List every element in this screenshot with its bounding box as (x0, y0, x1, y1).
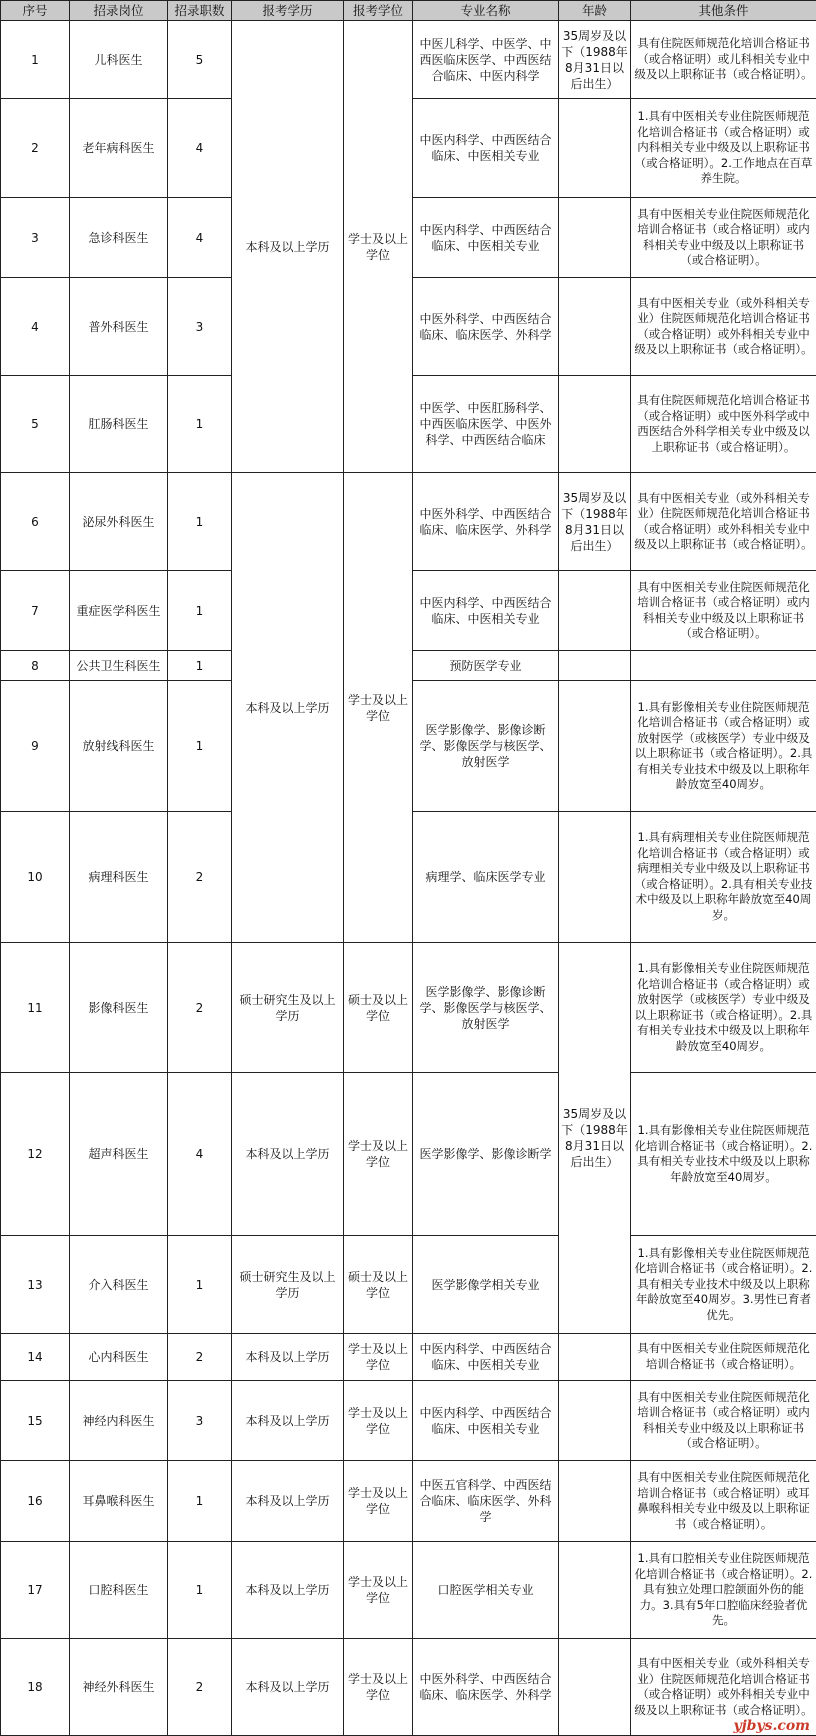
row-post: 超声科医生 (70, 1073, 168, 1236)
row-education: 本科及以上学历 (232, 1333, 344, 1380)
row-post: 神经外科医生 (70, 1639, 168, 1736)
row-post: 肛肠科医生 (70, 375, 168, 473)
row-education: 本科及以上学历 (232, 1541, 344, 1639)
row-post: 急诊科医生 (70, 197, 168, 277)
row-post: 公共卫生科医生 (70, 651, 168, 681)
row-age: 35周岁及以下（1988年8月31日以后出生） (559, 473, 631, 571)
row-count: 3 (168, 278, 232, 376)
row-count: 2 (168, 1639, 232, 1736)
row-conditions: 1.具有病理相关专业住院医师规范化培训合格证书（或合格证明）或病理相关专业中级及以上职称证书（或合格证明）。2.具有相关专业技术中级及以上职称年龄放宽至40周岁。 (631, 812, 816, 943)
row-major: 中医内科学、中西医结合临床、中医相关专业 (413, 197, 559, 277)
row-conditions: 具有中医相关专业（或外科相关专业）住院医师规范化培训合格证书（或合格证明）或外科相关专业中级及以上职称证书（或合格证明）。 (631, 278, 816, 376)
row-no: 14 (1, 1333, 70, 1380)
header-major: 专业名称 (413, 1, 559, 21)
table-row (1, 1639, 816, 1736)
row-count: 1 (168, 651, 232, 681)
row-post: 泌尿外科医生 (70, 473, 168, 571)
table-row (1, 473, 816, 571)
header-conditions: 其他条件 (631, 1, 816, 21)
row-education: 本科及以上学历 (232, 1639, 344, 1736)
row-conditions: 具有中医相关专业住院医师规范化培训合格证书（或合格证明）或内科相关专业中级及以上职称证书（或合格证明）。 (631, 197, 816, 277)
row-no: 6 (1, 473, 70, 571)
row-degree: 学士及以上学位 (344, 1541, 413, 1639)
header-age: 年龄 (559, 1, 631, 21)
row-conditions: 具有中医相关专业（或外科相关专业）住院医师规范化培训合格证书（或合格证明）或外科相关专业中级及以上职称证书（或合格证明）。 (631, 1639, 816, 1736)
header-education: 报考学历 (232, 1, 344, 21)
row-major: 医学影像学相关专业 (413, 1236, 559, 1334)
row-count: 5 (168, 21, 232, 99)
row-post: 口腔科医生 (70, 1541, 168, 1639)
row-conditions: 具有住院医师规范化培训合格证书（或合格证明）或儿科相关专业中级及以上职称证书（或合格证明）。 (631, 21, 816, 99)
row-count: 1 (168, 1461, 232, 1541)
row-education: 本科及以上学历 (232, 1461, 344, 1541)
row-conditions: 1.具有影像相关专业住院医师规范化培训合格证书（或合格证明）或放射医学（或核医学）专业中级及以上职称证书（或合格证明）。2.具有相关专业技术中级及以上职称年龄放宽至40周岁。 (631, 942, 816, 1073)
row-no: 18 (1, 1639, 70, 1736)
row-age: 35周岁及以下（1988年8月31日以后出生） (559, 21, 631, 99)
row-degree: 硕士及以上学位 (344, 942, 413, 1073)
header-row (1, 1, 816, 21)
row-education: 硕士研究生及以上学历 (232, 942, 344, 1073)
row-no: 2 (1, 99, 70, 198)
row-degree-merged: 学士及以上学位 (344, 473, 413, 942)
row-degree: 硕士及以上学位 (344, 1236, 413, 1334)
table-row (1, 21, 816, 99)
row-no: 11 (1, 942, 70, 1073)
row-no: 9 (1, 681, 70, 812)
row-degree: 学士及以上学位 (344, 1381, 413, 1461)
row-major: 病理学、临床医学专业 (413, 812, 559, 943)
row-education: 本科及以上学历 (232, 1381, 344, 1461)
row-degree: 学士及以上学位 (344, 1639, 413, 1736)
row-age (559, 651, 631, 681)
row-degree-merged: 学士及以上学位 (344, 21, 413, 473)
row-conditions: 具有中医相关专业住院医师规范化培训合格证书（或合格证明）或内科相关专业中级及以上职称证书（或合格证明）。 (631, 570, 816, 650)
row-count: 1 (168, 681, 232, 812)
table-row (1, 1333, 816, 1380)
row-degree: 学士及以上学位 (344, 1333, 413, 1380)
row-count: 1 (168, 1236, 232, 1334)
row-age (559, 570, 631, 650)
row-count: 2 (168, 1333, 232, 1380)
row-conditions: 1.具有影像相关专业住院医师规范化培训合格证书（或合格证明）。2.具有相关专业技术中级及以上职称年龄放宽至40周岁。 (631, 1073, 816, 1236)
row-conditions: 具有住院医师规范化培训合格证书（或合格证明）或中医外科学或中西医结合外科学相关专业中级及以上职称证书（或合格证明）。 (631, 375, 816, 473)
row-major: 中医外科学、中西医结合临床、临床医学、外科学 (413, 278, 559, 376)
row-no: 8 (1, 651, 70, 681)
watermark-logo: yjbys.com (733, 1718, 810, 1734)
table-row (1, 942, 816, 1073)
row-count: 4 (168, 99, 232, 198)
row-count: 4 (168, 1073, 232, 1236)
row-major: 医学影像学、影像诊断学、影像医学与核医学、放射医学 (413, 942, 559, 1073)
row-no: 15 (1, 1381, 70, 1461)
row-age (559, 1333, 631, 1380)
row-post: 介入科医生 (70, 1236, 168, 1334)
row-major: 中医内科学、中西医结合临床、中医相关专业 (413, 1381, 559, 1461)
row-major: 中医内科学、中西医结合临床、中医相关专业 (413, 99, 559, 198)
row-conditions: 1.具有口腔相关专业住院医师规范化培训合格证书（或合格证明）。2.具有独立处理口腔颌面外伤的能力。3.具有5年口腔临床经验者优先。 (631, 1541, 816, 1639)
row-education-merged: 本科及以上学历 (232, 21, 344, 473)
row-major: 医学影像学、影像诊断学 (413, 1073, 559, 1236)
row-conditions: 1.具有影像相关专业住院医师规范化培训合格证书（或合格证明）。2.具有相关专业技术中级及以上职称年龄放宽至40周岁。3.男性已育者优先。 (631, 1236, 816, 1334)
row-no: 5 (1, 375, 70, 473)
row-post: 儿科医生 (70, 21, 168, 99)
row-conditions: 1.具有影像相关专业住院医师规范化培训合格证书（或合格证明）或放射医学（或核医学）专业中级及以上职称证书（或合格证明）。2.具有相关专业技术中级及以上职称年龄放宽至40周岁。 (631, 681, 816, 812)
row-education: 硕士研究生及以上学历 (232, 1236, 344, 1334)
row-education-merged: 本科及以上学历 (232, 473, 344, 942)
table-row (1, 1236, 816, 1334)
row-age (559, 681, 631, 812)
row-post: 心内科医生 (70, 1333, 168, 1380)
row-major: 中医内科学、中西医结合临床、中医相关专业 (413, 570, 559, 650)
row-post: 耳鼻喉科医生 (70, 1461, 168, 1541)
row-degree: 学士及以上学位 (344, 1073, 413, 1236)
row-major: 预防医学专业 (413, 651, 559, 681)
row-post: 重症医学科医生 (70, 570, 168, 650)
row-post: 病理科医生 (70, 812, 168, 943)
row-no: 10 (1, 812, 70, 943)
row-conditions: 具有中医相关专业住院医师规范化培训合格证书（或合格证明）或内科相关专业中级及以上职称证书（或合格证明）。 (631, 1381, 816, 1461)
row-conditions: 具有中医相关专业住院医师规范化培训合格证书（或合格证明）。 (631, 1333, 816, 1380)
header-post: 招录岗位 (70, 1, 168, 21)
row-post: 放射线科医生 (70, 681, 168, 812)
row-age-merged: 35周岁及以下（1988年8月31日以后出生） (559, 942, 631, 1333)
row-age (559, 278, 631, 376)
row-major: 中医外科学、中西医结合临床、临床医学、外科学 (413, 1639, 559, 1736)
row-conditions: 具有中医相关专业（或外科相关专业）住院医师规范化培训合格证书（或合格证明）或外科相关专业中级及以上职称证书（或合格证明）。 (631, 473, 816, 571)
row-count: 1 (168, 375, 232, 473)
row-post: 神经内科医生 (70, 1381, 168, 1461)
row-age (559, 1381, 631, 1461)
table-row (1, 1381, 816, 1461)
row-age (559, 1461, 631, 1541)
row-conditions (631, 651, 816, 681)
row-no: 3 (1, 197, 70, 277)
row-major: 医学影像学、影像诊断学、影像医学与核医学、放射医学 (413, 681, 559, 812)
row-count: 1 (168, 1541, 232, 1639)
table-row (1, 1461, 816, 1541)
row-age (559, 1541, 631, 1639)
row-count: 2 (168, 812, 232, 943)
row-count: 2 (168, 942, 232, 1073)
row-no: 4 (1, 278, 70, 376)
row-no: 13 (1, 1236, 70, 1334)
row-major: 中医五官科学、中西医结合临床、临床医学、外科学 (413, 1461, 559, 1541)
row-count: 3 (168, 1381, 232, 1461)
row-degree: 学士及以上学位 (344, 1461, 413, 1541)
row-no: 7 (1, 570, 70, 650)
row-post: 普外科医生 (70, 278, 168, 376)
row-age (559, 375, 631, 473)
row-education: 本科及以上学历 (232, 1073, 344, 1236)
row-age (559, 812, 631, 943)
row-major: 中医儿科学、中医学、中西医临床医学、中西医结合临床、中医内科学 (413, 21, 559, 99)
header-count: 招录职数 (168, 1, 232, 21)
row-major: 中医外科学、中西医结合临床、临床医学、外科学 (413, 473, 559, 571)
row-no: 12 (1, 1073, 70, 1236)
table-row (1, 1541, 816, 1639)
row-age (559, 1639, 631, 1736)
row-post: 老年病科医生 (70, 99, 168, 198)
table-row (1, 1073, 816, 1236)
row-no: 1 (1, 21, 70, 99)
header-no: 序号 (1, 1, 70, 21)
header-degree: 报考学位 (344, 1, 413, 21)
row-major: 口腔医学相关专业 (413, 1541, 559, 1639)
row-no: 16 (1, 1461, 70, 1541)
row-count: 1 (168, 570, 232, 650)
row-count: 4 (168, 197, 232, 277)
row-conditions: 1.具有中医相关专业住院医师规范化培训合格证书（或合格证明）或内科相关专业中级及以上职称证书（或合格证明）。2.工作地点在百草养生院。 (631, 99, 816, 198)
row-conditions: 具有中医相关专业住院医师规范化培训合格证书（或合格证明）或耳鼻喉科相关专业中级及以上职称证书（或合格证明）。 (631, 1461, 816, 1541)
row-age (559, 99, 631, 198)
row-no: 17 (1, 1541, 70, 1639)
row-count: 1 (168, 473, 232, 571)
row-major: 中医内科学、中西医结合临床、中医相关专业 (413, 1333, 559, 1380)
row-age (559, 197, 631, 277)
row-post: 影像科医生 (70, 942, 168, 1073)
row-major: 中医学、中医肛肠科学、中西医临床医学、中医外科学、中西医结合临床 (413, 375, 559, 473)
